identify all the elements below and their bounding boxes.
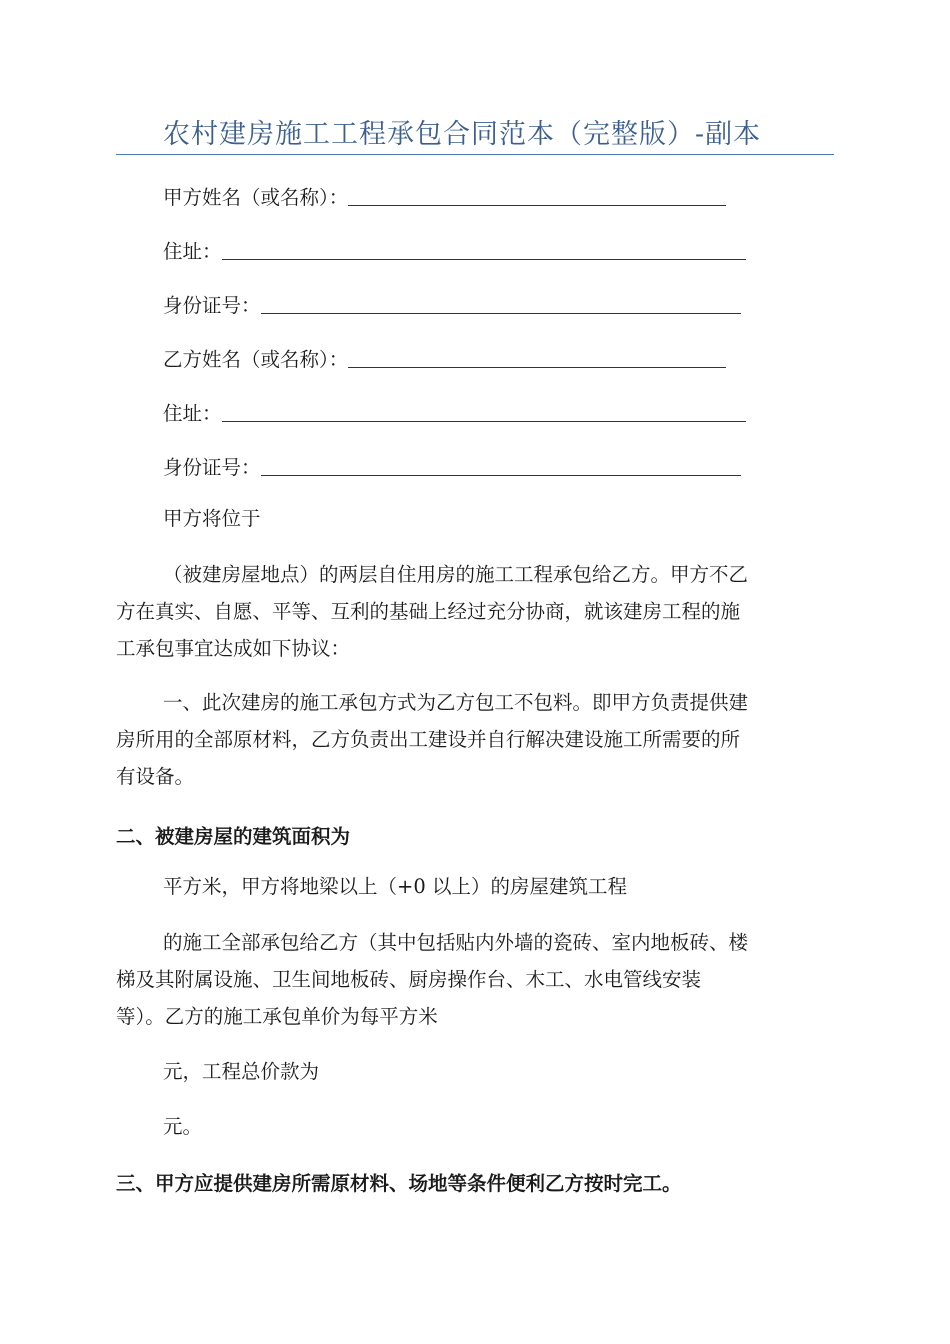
- party-a-id-blank: [261, 312, 741, 314]
- paragraph-line: 房所用的全部原材料，乙方负责出工建设并自行解决建设施工所需要的所: [116, 728, 741, 751]
- party-a-name-label: 甲方姓名（或名称）：: [163, 186, 349, 209]
- paragraph-scope: [116, 924, 836, 1035]
- party-a-id-field: [163, 290, 741, 318]
- paragraph-line: 一、此次建房的施工承包方式为乙方包工不包料。即甲方负责提供建: [163, 691, 749, 714]
- paragraph-line: 工承包事宜达成如下协议：: [116, 637, 351, 660]
- clause-3-heading: 三、甲方应提供建房所需原材料、场地等条件便利乙方按时完工。: [116, 1172, 682, 1195]
- paragraph-total: [116, 1053, 836, 1090]
- party-b-name-label: 乙方姓名（或名称）：: [163, 348, 349, 371]
- paragraph-line: 的施工全部承包给乙方（其中包括贴内外墙的瓷砖、室内地板砖、楼: [163, 931, 749, 954]
- party-a-address-label: 住址：: [163, 240, 222, 263]
- paragraph-line: （被建房屋地点）的两层自住用房的施工工程承包给乙方。甲方不乙: [163, 563, 749, 586]
- party-b-address-blank: [222, 420, 746, 422]
- clause-2-heading: 二、被建房屋的建筑面积为: [116, 825, 351, 848]
- paragraph-line: 有设备。: [116, 765, 195, 788]
- party-a-address-blank: [222, 258, 746, 260]
- paragraph-area: [116, 868, 836, 905]
- party-b-id-label: 身份证号：: [163, 456, 261, 479]
- paragraph-line: 甲方将位于: [163, 507, 261, 530]
- paragraph-line: 元。: [163, 1115, 203, 1138]
- party-a-id-label: 身份证号：: [163, 294, 261, 317]
- party-b-name-blank: [348, 366, 726, 368]
- paragraph-yuan: [116, 1108, 836, 1145]
- paragraph-line: 等）。乙方的施工承包单价为每平方米: [116, 1005, 438, 1028]
- paragraph-line: 平方米，甲方将地梁以上（+0 以上）的房屋建筑工程: [163, 875, 627, 898]
- party-a-address-field: [163, 236, 746, 264]
- party-a-name-field: [163, 182, 726, 210]
- paragraph-line: 元，工程总价款为: [163, 1060, 320, 1083]
- party-a-name-blank: [348, 204, 726, 206]
- document-title: 农村建房施工工程承包合同范本（完整版）-副本: [163, 119, 762, 150]
- paragraph-intro: [116, 556, 836, 667]
- title-underline: [116, 154, 834, 155]
- party-b-address-field: [163, 398, 746, 426]
- party-b-address-label: 住址：: [163, 402, 222, 425]
- party-b-id-blank: [261, 474, 741, 476]
- paragraph-line: 方在真实、自愿、平等、互利的基础上经过充分协商，就该建房工程的施: [116, 600, 741, 623]
- paragraph-location: [116, 500, 836, 537]
- paragraph-clause-1: [116, 684, 836, 795]
- party-b-name-field: [163, 344, 726, 372]
- paragraph-line: 梯及其附属设施、卫生间地板砖、厨房操作台、木工、水电管线安装: [116, 968, 702, 991]
- party-b-id-field: [163, 452, 741, 480]
